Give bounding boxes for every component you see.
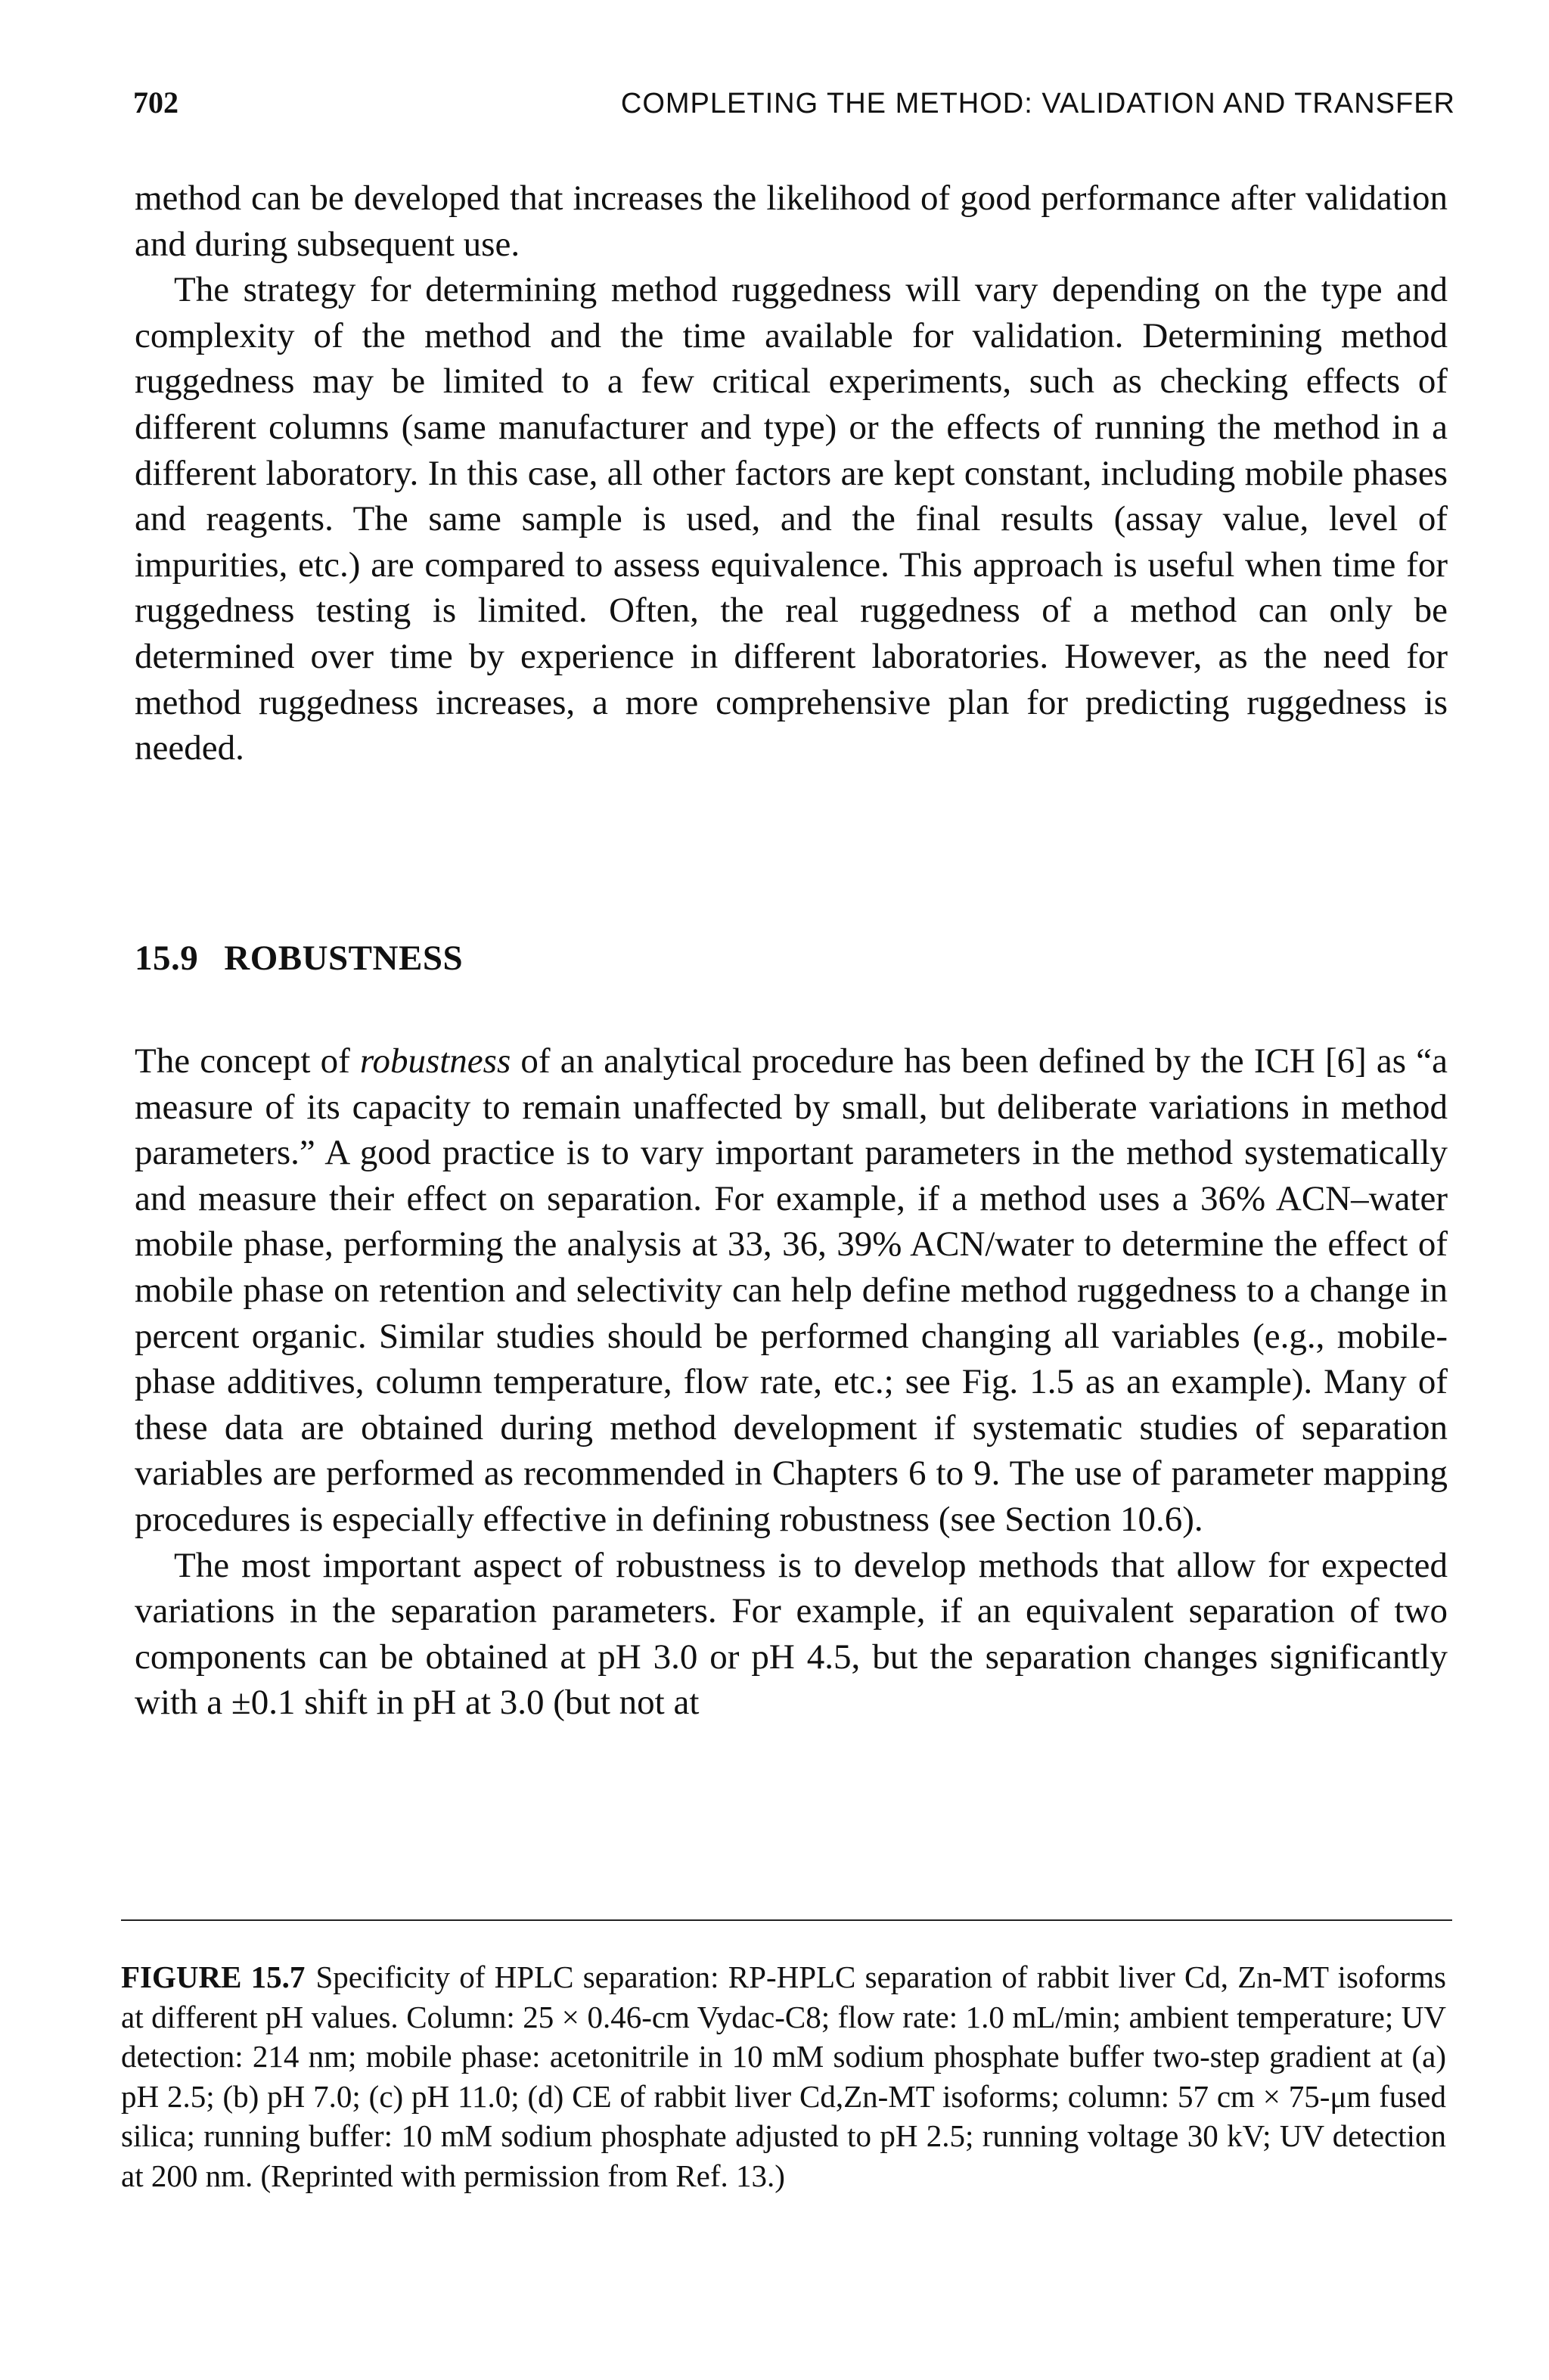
figure-caption-text: Specificity of HPLC separation: RP-HPLC separation of rabbit liver Cd, Zn-MT isoforms at different pH values. Column: 25 × 0.46-cm Vydac-C8; flow rate: 1.0 mL/min; ambient temperature; UV detection: 214 nm; mobile phase: acetonitrile in 10 mM sodium phosphate buffer two-step gradient at (a) pH 2.5; (b) pH 7.0; (c) pH 11.0; (d) CE of rabbit liver Cd,Zn-MT isoforms; column: 57 cm × 75-μm fused silica; running buffer: 10 mM sodium phosphate adjusted to pH 2.5; running voltage 30 kV; UV detection at 200 nm. (Reprinted with permission from Ref. 13.) [121, 1960, 1446, 2193]
body-text-top [135, 175, 1448, 771]
body-text-robustness [135, 1038, 1448, 1726]
paragraph-continuation: method can be developed that increases the likelihood of good performance after validation and during subsequent use. [135, 178, 1448, 264]
running-title: COMPLETING THE METHOD: VALIDATION AND TRANSFER [620, 88, 1455, 119]
paragraph-robustness-definition [135, 1038, 1448, 1543]
section-number: 15.9 [135, 939, 199, 978]
figure-caption [121, 1957, 1446, 2195]
paragraph-robustness-aspect: The most important aspect of robustness is to develop methods that allow for expected variations in the separation parameters. For example, if an equivalent separation of two components can be obtained at pH 3.0 or pH 4.5, but the separation changes significantly with a ±0.1 shift in pH at 3.0 (but not at [135, 1545, 1448, 1723]
running-head [133, 85, 1455, 130]
footnote-rule [121, 1919, 1452, 1921]
section-heading [135, 938, 463, 979]
emphasis-robustness: robustness [359, 1041, 511, 1081]
text-run: of an analytical procedure has been defined by the ICH [6] as “a measure of its capacity to remain unaffected by small, but deliberate variations in method parameters.” A good practice is to vary important parameters in the method systematically and measure their effect on separation. For example, if a method uses a 36% ACN–water mobile phase, performing the analysis at 33, 36, 39% ACN/water to determine the effect of mobile phase on retention and selectivity can help define method ruggedness to a change in percent organic. Similar studies should be performed changing all variables (e.g., mobile-phase additives, column temperature, flow rate, etc.; see Fig. 1.5 as an example). Many of these data are obtained during method development if systematic studies of separation variables are performed as recommended in Chapters 6 to 9. The use of parameter mapping procedures is especially effective in defining robustness (see Section 10.6). [135, 1041, 1448, 1539]
figure-label: FIGURE 15.7 [121, 1960, 306, 1994]
section-title: ROBUSTNESS [224, 939, 464, 978]
page-number: 702 [133, 85, 178, 119]
text-run: The concept of [135, 1041, 360, 1081]
paragraph-ruggedness-strategy: The strategy for determining method ruggedness will vary depending on the type and complexity of the method and the time available for validation. Determining method ruggedness may be limited to a few critical experiments, such as checking effects of different columns (same manufacturer and type) or the effects of running the method in a different laboratory. In this case, all other factors are kept constant, including mobile phases and reagents. The same sample is used, and the final results (assay value, level of impurities, etc.) are compared to assess equivalence. This approach is useful when time for ruggedness testing is limited. Often, the real ruggedness of a method can only be determined over time by experience in different laboratories. However, as the need for method ruggedness increases, a more comprehensive plan for predicting ruggedness is needed. [135, 270, 1448, 768]
